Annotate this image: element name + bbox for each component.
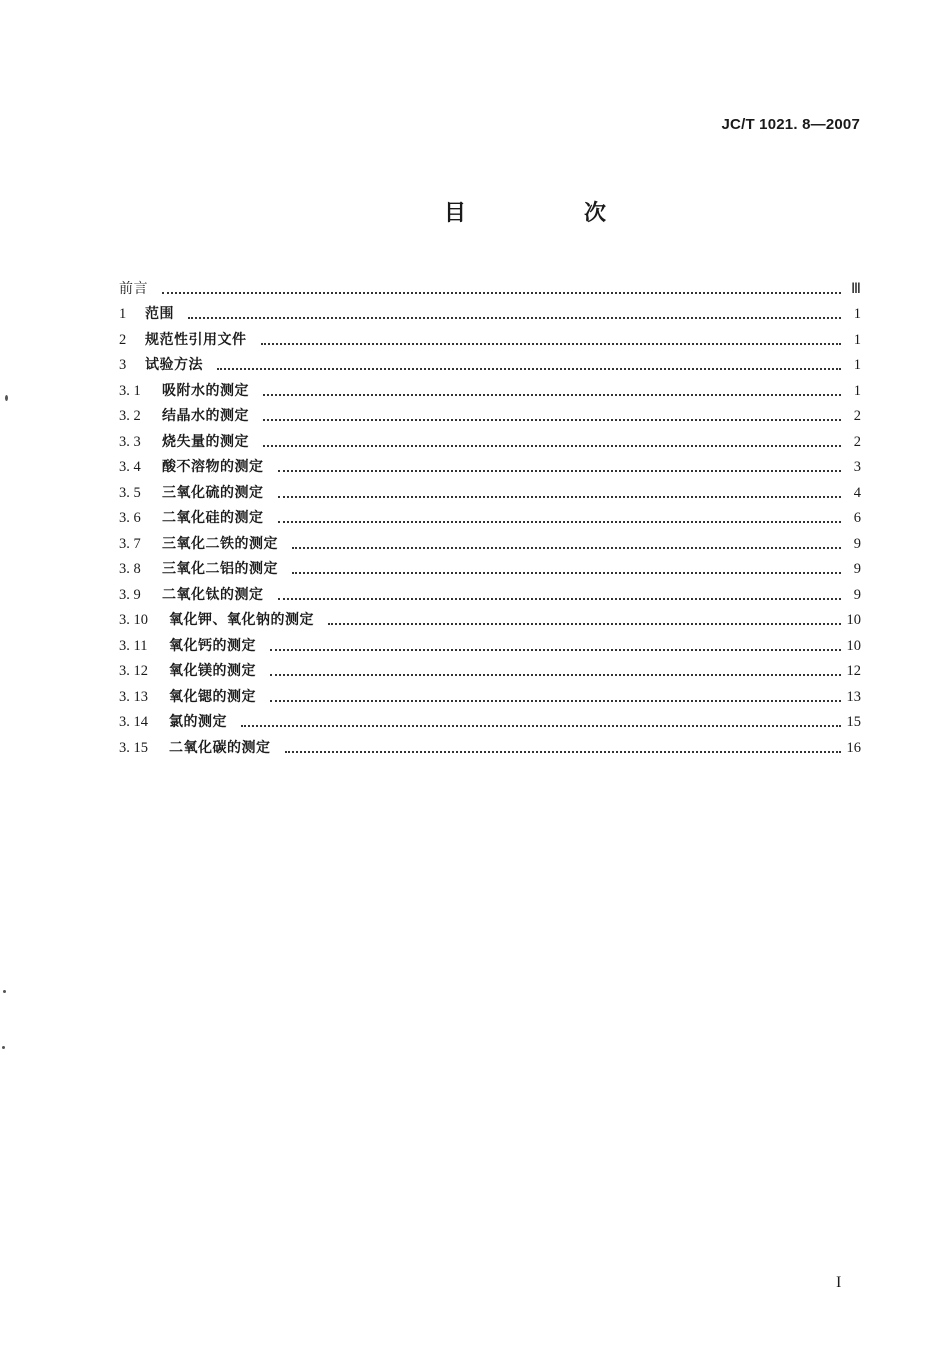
toc-entry-page: 2 <box>853 408 861 424</box>
toc-leader-dots <box>278 470 842 472</box>
toc-entry-label: 酸不溶物的测定 <box>162 459 264 475</box>
toc-entry[interactable] <box>119 680 861 706</box>
toc-entry[interactable] <box>119 272 861 298</box>
toc-entry-page: 6 <box>853 510 861 526</box>
toc-entry[interactable] <box>119 451 861 477</box>
toc-entry-number: 3. 4 <box>119 459 141 475</box>
toc-entry-label: 氧化锶的测定 <box>169 688 256 705</box>
toc-entry-page: 4 <box>853 484 861 501</box>
standard-code: JC/T 1021. 8—2007 <box>721 116 860 133</box>
toc-leader-dots <box>292 547 841 549</box>
toc-entry-number: 2 <box>119 331 127 348</box>
toc-leader-dots <box>292 572 841 574</box>
toc-leader-dots <box>270 700 841 702</box>
toc-entry-label: 结晶水的测定 <box>162 408 249 424</box>
toc-entry[interactable] <box>119 502 861 528</box>
toc-leader-dots <box>270 649 841 651</box>
toc-entry-page: Ⅲ <box>851 280 861 297</box>
toc-entry[interactable] <box>119 400 861 426</box>
scan-speck <box>3 990 6 993</box>
toc-entry[interactable] <box>119 374 861 400</box>
toc-entry-label: 范围 <box>145 306 174 322</box>
toc-entry-label: 前言 <box>119 280 148 297</box>
toc-entry-page: 3 <box>853 459 861 475</box>
toc-entry-label: 二氧化硅的测定 <box>162 510 264 526</box>
toc-entry-page: 13 <box>846 688 861 705</box>
toc-entry-number: 3. 1 <box>119 382 141 399</box>
toc-leader-dots <box>162 292 841 294</box>
toc-entry[interactable] <box>119 604 861 630</box>
toc-entry-label: 吸附水的测定 <box>162 382 249 399</box>
toc-entry[interactable] <box>119 476 861 502</box>
toc-entry[interactable] <box>119 323 861 349</box>
toc-leader-dots <box>188 317 841 319</box>
scan-speck <box>5 395 8 401</box>
toc-entry-label: 二氧化碳的测定 <box>169 739 271 756</box>
toc-entry-number: 3. 9 <box>119 586 141 603</box>
toc-entry-number: 1 <box>119 306 127 322</box>
toc-entry-page: 10 <box>846 637 861 654</box>
toc-entry[interactable] <box>119 578 861 604</box>
toc-leader-dots <box>285 751 841 753</box>
toc-entry-label: 烧失量的测定 <box>162 433 249 450</box>
toc-entry[interactable] <box>119 349 861 375</box>
toc-entry[interactable] <box>119 527 861 553</box>
toc-entry-number: 3 <box>119 357 127 373</box>
toc-entry-label: 二氧化钛的测定 <box>162 586 264 603</box>
toc-leader-dots <box>261 343 842 345</box>
toc-entry-page: 9 <box>853 586 861 603</box>
scan-speck <box>2 1046 5 1049</box>
toc-entry-page: 2 <box>853 433 861 450</box>
toc-leader-dots <box>278 496 842 498</box>
toc-entry-label: 氧化钙的测定 <box>169 637 256 654</box>
toc-entry-page: 16 <box>846 739 861 756</box>
toc-entry[interactable] <box>119 425 861 451</box>
toc-entry-label: 氯的测定 <box>169 714 227 730</box>
toc-entry-label: 氧化镁的测定 <box>169 663 256 679</box>
toc-entry-number: 3. 12 <box>119 663 148 679</box>
toc-entry-page: 9 <box>853 561 861 577</box>
table-of-contents <box>119 272 861 757</box>
toc-entry-number: 3. 2 <box>119 408 141 424</box>
toc-entry-page: 1 <box>853 382 861 399</box>
toc-leader-dots <box>241 725 841 727</box>
page-title: 目 次 <box>444 201 655 226</box>
toc-entry-label: 规范性引用文件 <box>145 331 247 348</box>
toc-entry-number: 3. 6 <box>119 510 141 526</box>
toc-entry-label: 三氧化二铝的测定 <box>162 561 278 577</box>
toc-entry-number: 3. 3 <box>119 433 141 450</box>
toc-entry[interactable] <box>119 629 861 655</box>
toc-entry-label: 试验方法 <box>145 357 203 373</box>
toc-entry-page: 1 <box>853 306 861 322</box>
toc-entry-page: 12 <box>846 663 861 679</box>
toc-leader-dots <box>217 368 841 370</box>
toc-entry[interactable] <box>119 731 861 757</box>
toc-leader-dots <box>270 674 841 676</box>
toc-entry-label: 三氧化二铁的测定 <box>162 535 278 552</box>
toc-entry[interactable] <box>119 706 861 732</box>
toc-entry-page: 9 <box>853 535 861 552</box>
toc-entry-number: 3. 10 <box>119 612 148 628</box>
toc-entry-page: 1 <box>853 357 861 373</box>
toc-entry-page: 1 <box>853 331 861 348</box>
toc-entry-number: 3. 13 <box>119 688 148 705</box>
toc-leader-dots <box>263 419 841 421</box>
page-number: I <box>836 1274 842 1291</box>
toc-entry-number: 3. 5 <box>119 484 141 501</box>
toc-entry-number: 3. 15 <box>119 739 148 756</box>
toc-entry[interactable] <box>119 298 861 324</box>
toc-leader-dots <box>263 394 841 396</box>
toc-entry-label: 氧化钾、氧化钠的测定 <box>169 612 314 628</box>
toc-entry[interactable] <box>119 553 861 579</box>
toc-entry-page: 15 <box>846 714 861 730</box>
toc-entry-number: 3. 14 <box>119 714 148 730</box>
toc-entry-label: 三氧化硫的测定 <box>162 484 264 501</box>
toc-entry-number: 3. 11 <box>119 637 148 654</box>
toc-entry-number: 3. 8 <box>119 561 141 577</box>
toc-leader-dots <box>278 521 842 523</box>
toc-entry-page: 10 <box>846 612 861 628</box>
toc-leader-dots <box>328 623 841 625</box>
toc-entry-number: 3. 7 <box>119 535 141 552</box>
toc-leader-dots <box>263 445 841 447</box>
toc-entry[interactable] <box>119 655 861 681</box>
toc-leader-dots <box>278 598 842 600</box>
